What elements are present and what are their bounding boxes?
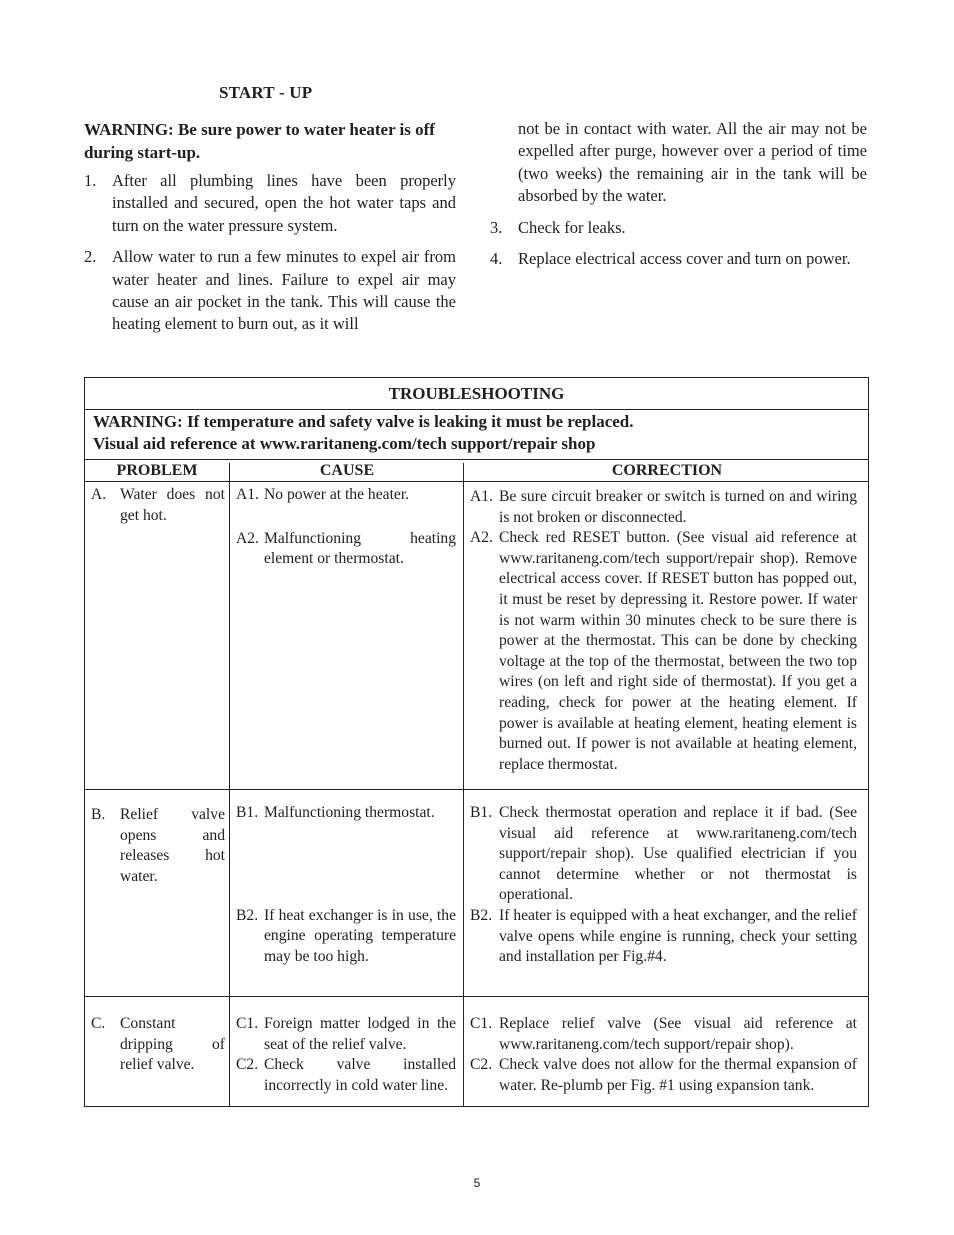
cause-item — [236, 485, 456, 506]
startup-step — [490, 217, 867, 239]
table-row-c-cause — [236, 1014, 456, 1096]
cause-item — [236, 803, 456, 824]
startup-left-column — [84, 118, 456, 345]
cause-item — [236, 1014, 456, 1055]
cause-item — [236, 906, 456, 968]
column-header-problem: PROBLEM — [116, 462, 198, 479]
item-tag: A1. — [470, 488, 493, 505]
table-warning — [93, 411, 860, 455]
correction-item — [470, 1014, 857, 1055]
table-row-a-cause — [236, 485, 456, 570]
item-text: Be sure circuit breaker or switch is turned on and wiring is not broken or disconnected. — [499, 488, 857, 526]
item-tag: C2. — [236, 1056, 259, 1074]
divider — [85, 481, 868, 482]
column-header-cause: CAUSE — [319, 462, 375, 479]
table-row-c-problem — [91, 1014, 225, 1076]
item-text: Replace relief valve (See visual aid reference at www.raritaneng.com/tech support/repair shop). — [499, 1015, 857, 1053]
item-text: Malfunctioning thermostat. — [264, 804, 435, 821]
startup-right-column — [490, 118, 867, 279]
step-text: Replace electrical access cover and turn on power. — [518, 249, 851, 269]
problem-item — [91, 805, 225, 887]
item-tag: C2. — [470, 1056, 493, 1074]
step-text: Allow water to run a few minutes to expel air from water heater and lines. Failure to expel air may cause an air pocket in the tank. This will cause the heating element to burn out, as it will — [112, 247, 456, 334]
cause-item — [236, 529, 456, 570]
row-divider — [85, 996, 868, 997]
item-text: If heat exchanger is in use, the engine operating temperature may be too high. — [264, 906, 456, 965]
column-header-correction: CORRECTION — [611, 462, 723, 479]
item-tag: A1. — [236, 486, 259, 503]
item-text: If heater is equipped with a heat exchanger, and the relief valve opens while engine is running, check your setting and installation per Fig.#4. — [499, 906, 857, 966]
step-number: 3. — [490, 217, 503, 237]
item-text: Relief valve opens and releases hot water. — [120, 806, 225, 885]
item-text: Foreign matter lodged in the seat of the relief valve. — [264, 1015, 456, 1053]
step-text: Check for leaks. — [518, 217, 626, 237]
step-text: After all plumbing lines have been properly installed and secured, open the hot water taps and turn on the water pressure system. — [112, 171, 456, 235]
item-text: Check thermostat operation and replace it if bad. (See visual aid reference at www.raritaneng.com/tech support/repair shop). Use qualified electrician if you cannot determine whether or not thermostat is operational. — [499, 804, 857, 904]
item-tag: B2. — [236, 906, 259, 924]
correction-item — [470, 1055, 857, 1096]
problem-item — [91, 1014, 225, 1076]
item-tag: B. — [91, 806, 106, 823]
item-tag: B1. — [470, 804, 493, 821]
correction-item — [470, 803, 857, 906]
startup-step — [84, 246, 456, 336]
row-divider — [85, 789, 868, 790]
item-tag: C1. — [236, 1015, 259, 1032]
startup-warning: WARNING: Be sure power to water heater is off during start-up. — [84, 120, 435, 162]
column-divider — [463, 463, 464, 1106]
warning-line: WARNING: If temperature and safety valve is leaking it must be replaced. — [93, 412, 634, 431]
item-tag: A2. — [470, 529, 493, 547]
item-tag: B2. — [470, 906, 493, 924]
table-row-b-cause — [236, 803, 456, 967]
startup-step — [84, 170, 456, 237]
correction-item — [470, 528, 857, 775]
table-row-a-correction — [470, 487, 857, 775]
step-number: 2. — [84, 247, 97, 267]
table-row-b-correction — [470, 803, 857, 968]
item-text: Check valve installed incorrectly in cold water line. — [264, 1056, 456, 1094]
section-title-startup: START - UP — [219, 83, 313, 102]
item-text: Check red RESET button. (See visual aid reference at www.raritaneng.com/tech support/repair shop). Remove electrical access cover. If RESET button has popped out, it must be reset by depressing it. Restore power. If water is not warm within 30 minutes check to be sure there is power at the thermostat. This can be done by checking voltage at the top of the thermostat, between the two top wires (on left and right side of thermostat). If you get a reading, check for power at the heating element. If power is available at heating element, heating element is burned out. If power is not available at heating element, replace thermostat. — [499, 529, 857, 773]
item-tag: A. — [91, 486, 107, 503]
item-text: No power at the heater. — [264, 486, 410, 503]
item-tag: A2. — [236, 529, 259, 547]
item-text: Constant dripping of relief valve. — [120, 1015, 225, 1074]
page-number: 5 — [473, 1176, 481, 1190]
cause-item — [236, 1055, 456, 1096]
troubleshooting-table — [84, 377, 869, 1107]
correction-item — [470, 906, 857, 968]
warning-reference-line: Visual aid reference at www.raritaneng.com/tech support/repair shop — [93, 434, 596, 453]
startup-step — [490, 248, 867, 270]
column-divider — [229, 463, 230, 1106]
table-row-a-problem — [91, 485, 225, 526]
correction-item — [470, 487, 857, 528]
step-number: 4. — [490, 249, 503, 269]
table-title: TROUBLESHOOTING — [85, 378, 868, 410]
item-text: Water does not get hot. — [120, 486, 225, 524]
item-text: Malfunctioning heating element or thermostat. — [264, 529, 456, 568]
table-row-c-correction — [470, 1014, 857, 1096]
item-tag: C. — [91, 1015, 106, 1032]
table-row-b-problem — [91, 805, 225, 887]
problem-item — [91, 485, 225, 526]
item-text: Check valve does not allow for the thermal expansion of water. Re-plumb per Fig. #1 using expansion tank. — [499, 1056, 857, 1094]
item-tag: B1. — [236, 804, 259, 821]
item-tag: C1. — [470, 1015, 493, 1032]
step-continued-text: not be in contact with water. All the air may not be expelled after purge, however over a period of time (two weeks) the remaining air in the tank will be absorbed by the water. — [518, 119, 867, 206]
step-number: 1. — [84, 171, 97, 190]
